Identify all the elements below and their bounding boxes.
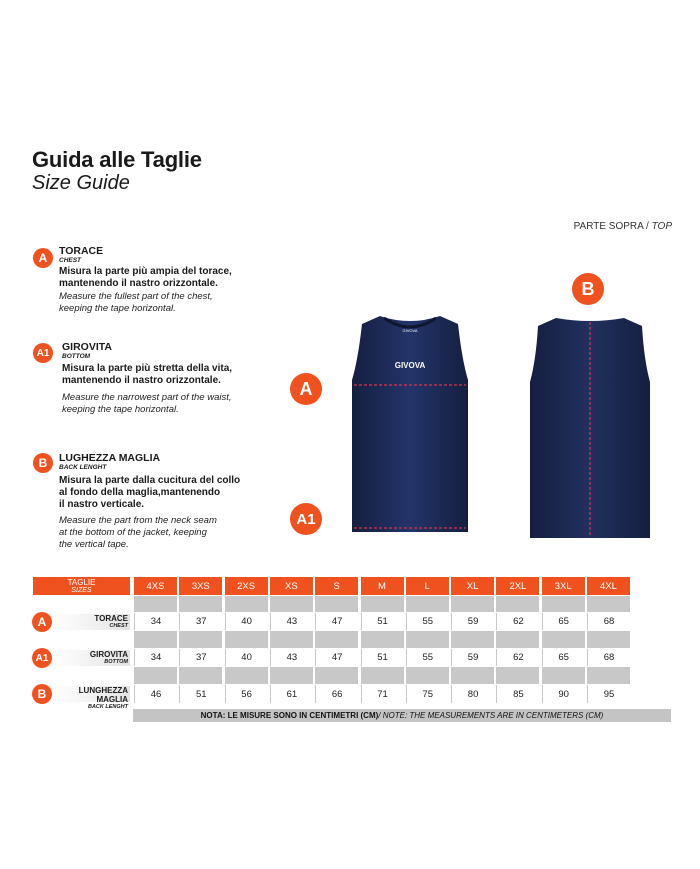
- measure-title: GIROVITA: [62, 341, 112, 353]
- badge-a1-illustration: A1: [290, 503, 322, 535]
- section-label-it: PARTE SOPRA /: [573, 221, 649, 232]
- text-line: Measure the part from the neck seam: [59, 515, 217, 526]
- size-value-cell: 55: [406, 613, 449, 630]
- measure-title: LUGHEZZA MAGLIA: [59, 452, 161, 464]
- measurement-note: [133, 709, 671, 722]
- size-value-cell: 80: [451, 685, 494, 703]
- shirt-back-illustration: [520, 310, 660, 542]
- measure-text-en: [59, 291, 299, 315]
- grid-spacer-cell: [406, 667, 449, 684]
- row-badge-a1: A1: [32, 648, 52, 668]
- collar-logo-text: GIVOVA: [402, 328, 418, 333]
- row-badge-b: B: [32, 684, 52, 704]
- grid-spacer-cell: [587, 596, 630, 612]
- grid-spacer-cell: [134, 667, 177, 684]
- badge-a-illustration: A: [290, 373, 322, 405]
- section-label: [574, 221, 672, 232]
- text-line: keeping the tape horizontal.: [62, 404, 179, 415]
- text-line: Measure the narrowest part of the waist,: [62, 392, 232, 403]
- text-line: mantenendo il nastro orizzontale.: [62, 375, 221, 386]
- size-value-cell: 56: [225, 685, 268, 703]
- size-value-cell: 66: [315, 685, 358, 703]
- measure-subtitle: BACK LENGHT: [59, 464, 107, 471]
- grid-spacer-cell: [451, 596, 494, 612]
- section-label-en: TOP: [651, 221, 672, 232]
- size-header-cell: 3XS: [179, 577, 222, 595]
- row-label-title: TORACE: [94, 614, 128, 623]
- size-header-cell: XS: [270, 577, 313, 595]
- measure-text-it: [59, 266, 299, 290]
- row-label-subtitle: BOTTOM: [104, 659, 128, 665]
- text-line: at the bottom of the jacket, keeping: [59, 527, 207, 538]
- measure-text-it: [62, 363, 302, 387]
- grid-spacer-cell: [179, 596, 222, 612]
- grid-spacer-cell: [587, 667, 630, 684]
- measure-subtitle: CHEST: [59, 257, 82, 264]
- grid-spacer-cell: [496, 667, 539, 684]
- size-value-cell: 47: [315, 613, 358, 630]
- size-value-cell: 37: [179, 613, 222, 630]
- badge-a: A: [33, 248, 53, 268]
- grid-spacer-cell: [542, 596, 585, 612]
- grid-spacer-cell: [542, 631, 585, 648]
- grid-spacer-cell: [451, 667, 494, 684]
- size-value-cell: 59: [451, 613, 494, 630]
- text-line: mantenendo il nastro orizzontale.: [59, 278, 218, 289]
- row-label-subtitle: CHEST: [109, 623, 128, 629]
- brand-logo-text: GIVOVA: [394, 361, 426, 370]
- grid-spacer-cell: [315, 631, 358, 648]
- size-value-cell: 51: [361, 649, 404, 666]
- size-value-cell: 47: [315, 649, 358, 666]
- grid-spacer-cell: [270, 596, 313, 612]
- size-value-cell: 71: [361, 685, 404, 703]
- row-label-title: LUNGHEZZA MAGLIA: [78, 686, 128, 704]
- grid-spacer-cell: [179, 667, 222, 684]
- grid-spacer-cell: [496, 596, 539, 612]
- badge-a1: A1: [33, 343, 53, 363]
- shirt-front-illustration: [340, 310, 480, 540]
- size-header-cell: 4XS: [134, 577, 177, 595]
- size-value-cell: 43: [270, 613, 313, 630]
- size-value-cell: 46: [134, 685, 177, 703]
- size-value-cell: 55: [406, 649, 449, 666]
- badge-b-illustration: B: [572, 273, 604, 305]
- size-value-cell: 65: [542, 613, 585, 630]
- grid-spacer-cell: [587, 631, 630, 648]
- size-header-cell: M: [361, 577, 404, 595]
- table-header-subtitle: SIZES: [71, 587, 92, 594]
- text-line: Misura la parte più ampia del torace,: [59, 266, 232, 277]
- grid-spacer-cell: [361, 596, 404, 612]
- size-header-cell: 3XL: [542, 577, 585, 595]
- size-value-cell: 85: [496, 685, 539, 703]
- size-value-cell: 68: [587, 649, 630, 666]
- measure-text-en: [59, 515, 299, 551]
- shirt-front-body: [352, 316, 468, 532]
- grid-spacer-cell: [361, 667, 404, 684]
- measure-text-en: [62, 392, 302, 416]
- size-value-cell: 40: [225, 613, 268, 630]
- row-label-subtitle: BACK LENGHT: [87, 704, 128, 710]
- note-bold: NOTA: LE MISURE SONO IN CENTIMETRI (CM): [200, 711, 379, 720]
- size-header-cell: 2XL: [496, 577, 539, 595]
- grid-spacer-cell: [406, 596, 449, 612]
- text-line: il nastro verticale.: [59, 499, 145, 510]
- grid-spacer-cell: [451, 631, 494, 648]
- measure-title: TORACE: [59, 245, 104, 257]
- size-value-cell: 34: [134, 649, 177, 666]
- size-value-cell: 59: [451, 649, 494, 666]
- text-line: keeping the tape horizontal.: [59, 303, 176, 314]
- size-value-cell: 37: [179, 649, 222, 666]
- table-header-label: [33, 577, 130, 595]
- size-value-cell: 43: [270, 649, 313, 666]
- size-value-cell: 75: [406, 685, 449, 703]
- text-line: Measure the fullest part of the chest,: [59, 291, 213, 302]
- row-label-title: GIROVITA: [89, 650, 128, 659]
- text-line: Misura la parte dalla cucitura del collo: [59, 475, 241, 486]
- size-value-cell: 95: [587, 685, 630, 703]
- badge-b: B: [33, 453, 53, 473]
- size-value-cell: 40: [225, 649, 268, 666]
- table-header-title: TAGLIE: [67, 578, 96, 587]
- grid-spacer-cell: [225, 667, 268, 684]
- grid-spacer-cell: [496, 631, 539, 648]
- size-header-cell: XL: [451, 577, 494, 595]
- grid-spacer-cell: [270, 667, 313, 684]
- grid-spacer-cell: [361, 631, 404, 648]
- row-label-chest: [54, 614, 128, 629]
- size-value-cell: 34: [134, 613, 177, 630]
- text-line: Misura la parte più stretta della vita,: [62, 363, 233, 374]
- grid-spacer-cell: [225, 596, 268, 612]
- size-value-cell: 90: [542, 685, 585, 703]
- measure-subtitle: BOTTOM: [62, 353, 91, 360]
- grid-spacer-cell: [134, 631, 177, 648]
- grid-spacer-cell: [542, 667, 585, 684]
- size-header-cell: 4XL: [587, 577, 630, 595]
- text-line: al fondo della maglia,mantenendo: [59, 487, 221, 498]
- text-line: the vertical tape.: [59, 539, 129, 550]
- row-label-back-length: [54, 686, 128, 710]
- grid-spacer-cell: [270, 631, 313, 648]
- size-value-cell: 65: [542, 649, 585, 666]
- page-subtitle: Size Guide: [32, 172, 130, 194]
- grid-spacer-cell: [134, 596, 177, 612]
- grid-spacer-cell: [406, 631, 449, 648]
- page-title: Guida alle Taglie: [32, 147, 202, 172]
- grid-spacer-cell: [179, 631, 222, 648]
- note-italic: / NOTE: THE MEASUREMENTS ARE IN CENTIMETERS (CM): [378, 711, 604, 720]
- grid-spacer-cell: [225, 631, 268, 648]
- size-header-cell: L: [406, 577, 449, 595]
- row-label-waist: [54, 650, 128, 665]
- size-value-cell: 51: [361, 613, 404, 630]
- size-value-cell: 61: [270, 685, 313, 703]
- size-header-cell: S: [315, 577, 358, 595]
- size-value-cell: 51: [179, 685, 222, 703]
- row-badge-a: A: [32, 612, 52, 632]
- measure-text-it: [59, 475, 299, 511]
- size-value-cell: 68: [587, 613, 630, 630]
- size-header-cell: 2XS: [225, 577, 268, 595]
- grid-spacer-cell: [315, 596, 358, 612]
- grid-spacer-cell: [315, 667, 358, 684]
- size-value-cell: 62: [496, 613, 539, 630]
- size-value-cell: 62: [496, 649, 539, 666]
